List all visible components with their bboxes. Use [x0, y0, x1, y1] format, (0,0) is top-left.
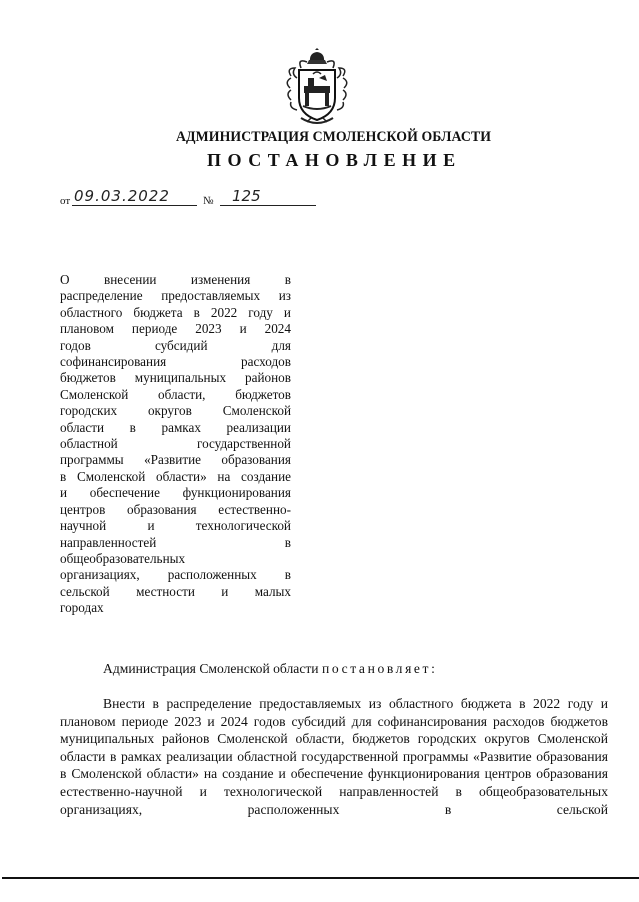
- date-number-line: [60, 188, 320, 212]
- subject-line: Смоленской области, бюджетов: [60, 386, 291, 402]
- document-date: 09.03.2022: [74, 187, 170, 205]
- subject-line: областной государственной: [60, 436, 291, 452]
- subject-line: области в рамках реализации: [60, 419, 291, 435]
- date-underline: [72, 205, 197, 206]
- number-label: №: [203, 195, 214, 207]
- subject-line: центров образования естественно-: [60, 501, 291, 517]
- coat-of-arms-emblem: [283, 48, 351, 126]
- subject-line: плановом периоде 2023 и 2024: [60, 321, 291, 337]
- subject-line: софинансирования расходов: [60, 354, 291, 370]
- subject-line: направленностей в: [60, 534, 291, 550]
- subject-line: городских округов Смоленской: [60, 403, 291, 419]
- subject-line: областного бюджета в 2022 году и: [60, 304, 291, 320]
- number-underline: [220, 205, 316, 206]
- subject-line: научной и технологической: [60, 518, 291, 534]
- subject-line: О внесении изменения в: [60, 272, 291, 287]
- subject-line: сельской местности и малых: [60, 583, 291, 599]
- subject-line: бюджетов муниципальных районов: [60, 370, 291, 386]
- subject-line: в Смоленской области» на создание: [60, 468, 291, 484]
- page-bottom-border: [2, 877, 639, 879]
- subject-line: распределение предоставляемых из: [60, 288, 291, 304]
- body-paragraph: [60, 695, 608, 818]
- subject-line: организациях, расположенных в: [60, 567, 291, 583]
- decree-action: постановляет:: [321, 661, 438, 676]
- document-type-title: ПОСТАНОВЛЕНИЕ: [207, 150, 462, 170]
- subject-line: программы «Развитие образования: [60, 452, 291, 468]
- subject-line: общеобразовательных: [60, 550, 186, 566]
- document-number: 125: [232, 187, 261, 205]
- body-text: Внести в распределение предоставляемых из областного бюджета в 2022 году и плановом периоде 2023 и 2024 годов субсидий для софинансирования расходов бюджетов муниципальных районов Смоленской области, бюджетов городских округов Смоленской области в рамках реализации областной государственной программы «Развитие образования в Смоленской области» на создание и обеспечение функционирования центров образования естественно-научной и технологической направленностей в общеобразовательных организациях, расположенных в сельской: [60, 696, 608, 817]
- subject-line: и обеспечение функционирования: [60, 485, 291, 501]
- subject-line: городах: [60, 600, 104, 616]
- subject-line: годов субсидий для: [60, 337, 291, 353]
- date-label: от: [60, 195, 71, 207]
- decree-statement: [103, 661, 437, 677]
- organization-name: АДМИНИСТРАЦИЯ СМОЛЕНСКОЙ ОБЛАСТИ: [176, 129, 492, 145]
- decree-subject: Администрация Смоленской области: [103, 661, 319, 676]
- document-subject: [60, 272, 291, 617]
